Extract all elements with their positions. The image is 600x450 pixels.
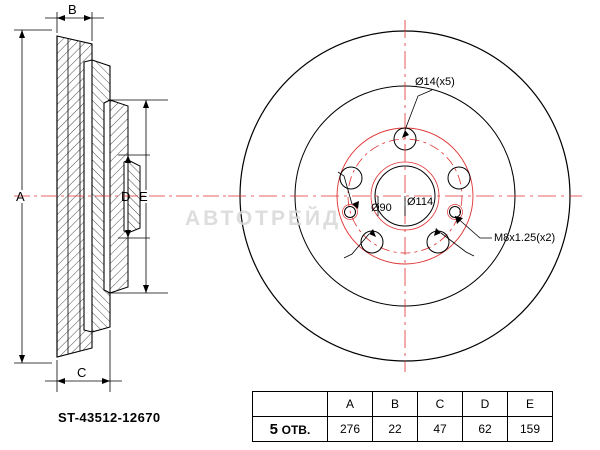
dimension-label-d: D [121, 189, 131, 204]
specs-header-e: E [508, 392, 553, 417]
annotation-thread: M8x1.25(x2) [494, 232, 556, 244]
specs-row-label [253, 417, 328, 442]
specs-header-c: C [418, 392, 463, 417]
specs-value-c: 47 [418, 417, 463, 442]
rotor-section-outline [57, 36, 92, 357]
part-number: ST-43512-12670 [58, 410, 161, 425]
dimension-label-c: C [77, 365, 87, 380]
dimension-label-e: E [139, 189, 148, 204]
specs-table [252, 391, 553, 442]
dimension-label-b: B [68, 2, 77, 17]
watermark: АВТОТРЕЙД [185, 207, 342, 230]
specs-row-label-number: 5 [269, 420, 279, 438]
specs-corner-cell [253, 392, 328, 417]
specs-row-label-word: ОТВ. [281, 422, 311, 437]
annotation-hole-dia: Ø14(x5) [415, 76, 455, 88]
specs-header-a: A [328, 392, 373, 417]
specs-value-b: 22 [373, 417, 418, 442]
threaded-holes [343, 205, 463, 220]
specs-value-a: 276 [328, 417, 373, 442]
annotation-center-bore: Ø90 [371, 202, 392, 214]
specs-value-d: 62 [463, 417, 508, 442]
dimension-label-a: A [16, 189, 25, 204]
annotation-pcd: Ø114 [407, 196, 434, 208]
leader-arrowheads [352, 130, 463, 237]
specs-value-e: 159 [508, 417, 553, 442]
front-view [228, 20, 582, 372]
specs-value-row [253, 417, 553, 442]
specs-header-b: B [373, 392, 418, 417]
specs-header-row [253, 392, 553, 417]
specs-header-d: D [463, 392, 508, 417]
